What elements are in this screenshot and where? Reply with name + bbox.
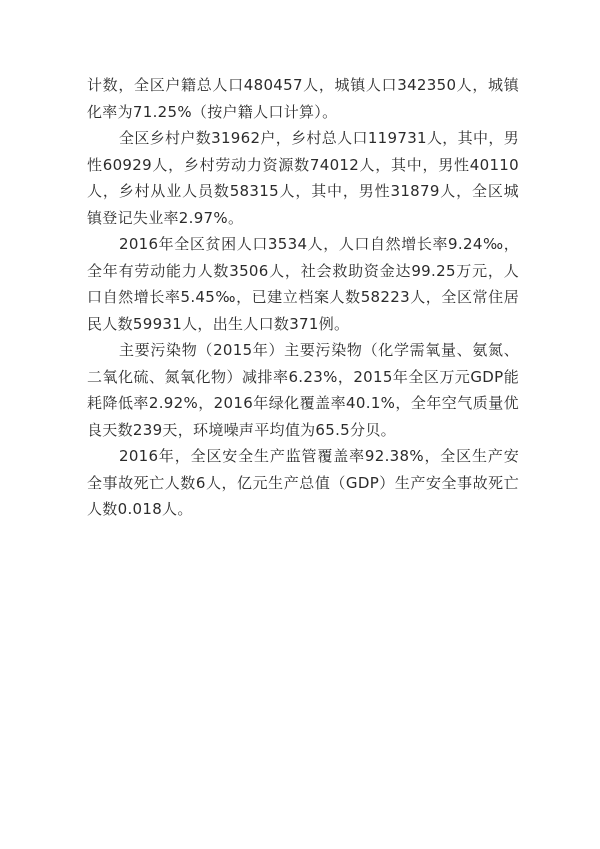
document-body xyxy=(87,72,519,523)
paragraph-work-safety: 2016年，全区安全生产监管覆盖率92.38%，全区生产安全事故死亡人数6人，亿元生产总值（GDP）生产安全事故死亡人数0.018人。 xyxy=(87,447,519,518)
paragraph-environment: 主要污染物（2015年）主要污染物（化学需氧量、氨氮、二氧化硫、氮氧化物）减排率6.23%，2015年全区万元GDP能耗降低率2.92%，2016年绿化覆盖率40.1%，全年空气质量优良天数239天，环境噪声平均值为65.5分贝。 xyxy=(87,341,519,439)
paragraph-social-statistics: 2016年全区贫困人口3534人，人口自然增长率9.24‰，全年有劳动能力人数3506人，社会救助资金达99.25万元，人口自然增长率5.45‰，已建立档案人数58223人，全区常住居民人数59931人，出生人口数371例。 xyxy=(87,235,519,333)
paragraph-rural-population: 全区乡村户数31962户，乡村总人口119731人，其中，男性60929人，乡村劳动力资源数74012人，其中，男性40110人，乡村从业人员数58315人，其中，男性31879人，全区城镇登记失业率2.97%。 xyxy=(87,129,519,227)
paragraph-population-summary: 计数，全区户籍总人口480457人，城镇人口342350人，城镇化率为71.25%（按户籍人口计算）。 xyxy=(87,76,519,121)
